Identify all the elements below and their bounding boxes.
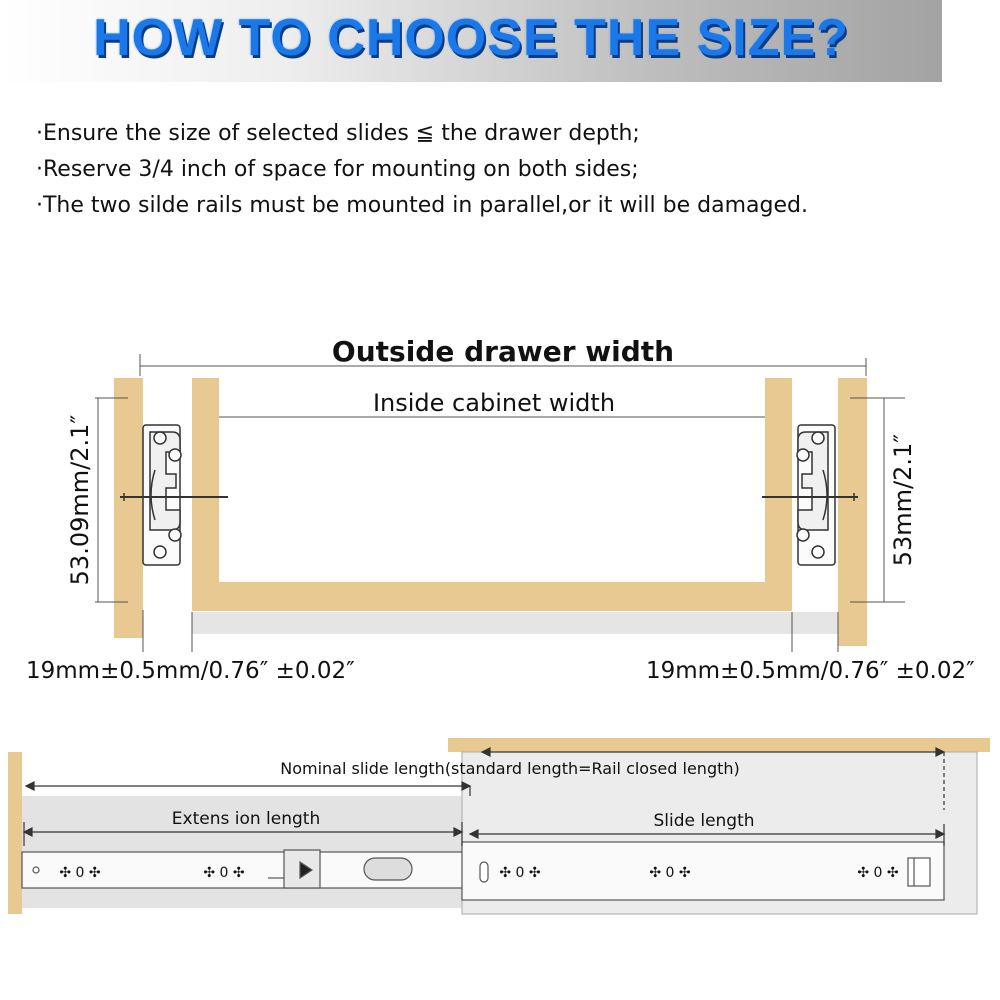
left-height-label: 53.09mm/2.1″ (66, 414, 94, 586)
rail-holes-5: ✣ 0 ✣ (857, 865, 899, 881)
slide-length-label: Slide length (653, 811, 755, 831)
rail-holes-4: ✣ 0 ✣ (649, 865, 691, 881)
rule-mount-space: ·Reserve 3/4 inch of space for mounting on both sides; (36, 157, 639, 182)
rule-parallel: ·The two silde rails must be mounted in parallel,or it will be damaged. (36, 193, 808, 218)
rail-holes-3: ✣ 0 ✣ (499, 865, 541, 881)
extension-length-label: Extens ion length (171, 809, 321, 829)
left-thickness-label: 19mm±0.5mm/0.76″ ±0.02″ (26, 658, 355, 684)
inside-cabinet-width-label: Inside cabinet width (372, 389, 616, 417)
rail-holes-2: ✣ 0 ✣ (203, 865, 245, 881)
rail-holes-1: ✣ 0 ✣ (59, 865, 101, 881)
right-thickness-label: 19mm±0.5mm/0.76″ ±0.02″ (646, 658, 975, 684)
right-height-label: 53mm/2.1″ (889, 433, 917, 567)
outside-drawer-width-label: Outside drawer width (331, 335, 675, 368)
nominal-slide-length-label: Nominal slide length(standard length=Rail closed length) (280, 759, 740, 778)
rule-slide-size: ·Ensure the size of selected slides ≦ the drawer depth; (36, 121, 640, 146)
cabinet-side (8, 752, 22, 914)
cabinet-shelf (448, 738, 990, 752)
page-title: HOW TO CHOOSE THE SIZE? (93, 9, 849, 67)
